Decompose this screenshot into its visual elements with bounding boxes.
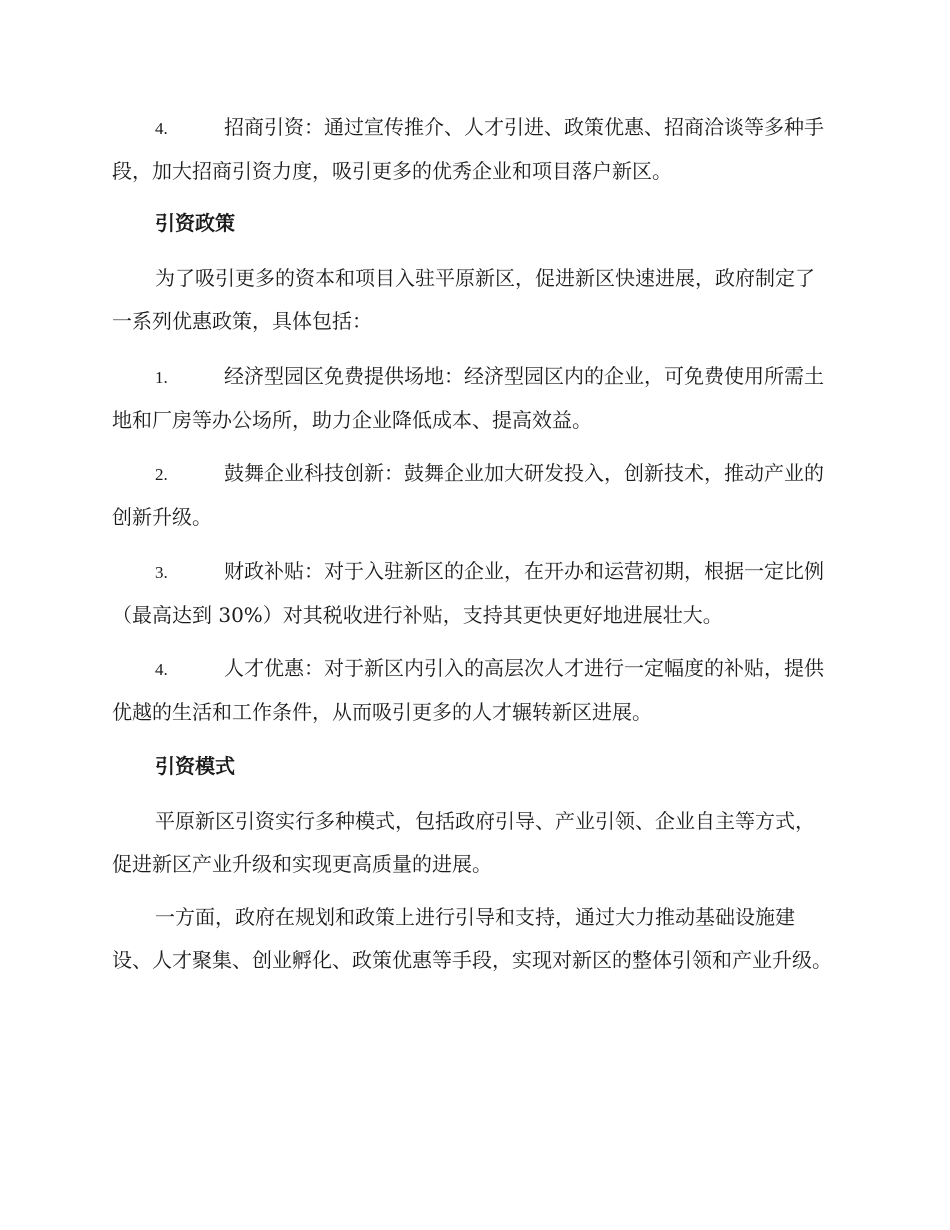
policy-list-item — [112, 647, 832, 734]
list-item-text: 财政补贴：对于入驻新区的企业，在开办和运营初期，根据一定比例（最高达到 30%）对其税收进行补贴，支持其更快更好地进展壮大。 — [112, 559, 824, 627]
list-item-number: 4. — [155, 119, 168, 138]
list-item-number: 3. — [155, 563, 168, 582]
list-item-text: 人才优惠：对于新区内引入的高层次人才进行一定幅度的补贴，提供优越的生活和工作条件，从而吸引更多的人才辗转新区进展。 — [112, 656, 824, 724]
model-paragraph: 一方面，政府在规划和政策上进行引导和支持，通过大力推动基础设施建设、人才聚集、创业孵化、政策优惠等手段，实现对新区的整体引领和产业升级。 — [112, 905, 832, 972]
list-item-text: 招商引资：通过宣传推介、人才引进、政策优惠、招商洽谈等多种手段，加大招商引资力度，吸引更多的优秀企业和项目落户新区。 — [112, 115, 824, 183]
section-heading-policy: 引资政策 — [155, 211, 235, 235]
list-item-text: 经济型园区免费提供场地：经济型园区内的企业，可免费使用所需土地和厂房等办公场所，助力企业降低成本、提高效益。 — [112, 364, 824, 432]
list-item-text: 鼓舞企业科技创新：鼓舞企业加大研发投入，创新技术，推动产业的创新升级。 — [112, 461, 824, 529]
list-item-number: 1. — [155, 368, 168, 387]
section-heading-model: 引资模式 — [155, 754, 235, 778]
policy-intro-paragraph: 为了吸引更多的资本和项目入驻平原新区，促进新区快速进展，政府制定了一系列优惠政策，具体包括： — [112, 266, 815, 333]
model-paragraph: 平原新区引资实行多种模式，包括政府引导、产业引领、企业自主等方式，促进新区产业升级和实现更高质量的进展。 — [112, 809, 815, 876]
list-item-number: 2. — [155, 465, 168, 484]
policy-list-item — [112, 355, 832, 442]
list-item-recruitment — [112, 106, 832, 193]
policy-list-item — [112, 452, 832, 539]
list-item-number: 4. — [155, 660, 168, 679]
policy-list-item — [112, 550, 832, 637]
